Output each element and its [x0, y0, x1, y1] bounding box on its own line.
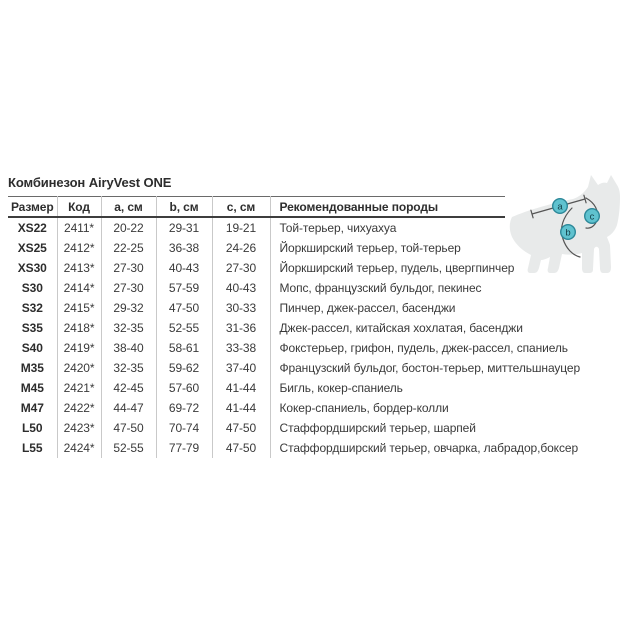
- cell-a-cm: 29-32: [101, 298, 156, 318]
- marker-c: [585, 209, 600, 224]
- cell-a-cm: 44-47: [101, 398, 156, 418]
- marker-a: [553, 199, 568, 214]
- table-row: [8, 217, 505, 238]
- table-row: [8, 318, 505, 338]
- page-title: Комбинезон AiryVest ONE: [8, 175, 172, 190]
- marker-b: [561, 225, 576, 240]
- cell-c-cm: 37-40: [212, 358, 270, 378]
- cell-breeds: Йоркширский терьер, пудель, цвергпинчер: [279, 261, 515, 275]
- header-a-cm: a, см: [101, 197, 156, 218]
- cell-b-cm: 40-43: [156, 258, 212, 278]
- cell-c-cm: 31-36: [212, 318, 270, 338]
- marker-a-label: a: [557, 201, 563, 213]
- cell-c-cm: 30-33: [212, 298, 270, 318]
- table-row: [8, 338, 505, 358]
- cell-code: 2413*: [57, 258, 101, 278]
- table-row: [8, 358, 505, 378]
- cell-a-cm: 32-35: [101, 318, 156, 338]
- cell-b-cm: 77-79: [156, 438, 212, 458]
- table-body: [8, 217, 581, 458]
- table-row: [8, 418, 505, 438]
- table-row: [8, 438, 505, 458]
- table-row: [8, 378, 505, 398]
- cell-b-cm: 58-61: [156, 338, 212, 358]
- cell-breeds: Стаффордширский терьер, овчарка, лабрадор,боксер: [279, 441, 579, 455]
- cell-size: XS25: [8, 238, 57, 258]
- cell-a-cm: 27-30: [101, 258, 156, 278]
- cell-breeds: Мопс, французский бульдог, пекинес: [279, 281, 482, 295]
- cell-breeds: Бигль, кокер-спаниель: [279, 381, 403, 395]
- dog-measurement-diagram: [498, 157, 638, 289]
- cell-c-cm: 47-50: [212, 438, 270, 458]
- cell-size: L50: [8, 418, 57, 438]
- cell-c-cm: 19-21: [212, 217, 270, 238]
- cell-c-cm: 41-44: [212, 398, 270, 418]
- cell-b-cm: 69-72: [156, 398, 212, 418]
- cell-a-cm: 20-22: [101, 217, 156, 238]
- cell-c-cm: 33-38: [212, 338, 270, 358]
- header-code: Код: [57, 197, 101, 218]
- size-chart-table: [8, 196, 581, 458]
- marker-c-label: c: [589, 211, 595, 223]
- table-row: [8, 278, 505, 298]
- header-breeds: Рекомендованные породы: [270, 197, 505, 218]
- cell-c-cm: 27-30: [212, 258, 270, 278]
- cell-size: S40: [8, 338, 57, 358]
- table-row: [8, 398, 505, 418]
- cell-c-cm: 24-26: [212, 238, 270, 258]
- cell-size: S32: [8, 298, 57, 318]
- cell-code: 2424*: [57, 438, 101, 458]
- table-header-row: [8, 197, 505, 218]
- cell-breeds: Французский бульдог, бостон-терьер, миттельшнауцер: [279, 361, 581, 375]
- header-size: Размер: [8, 197, 57, 218]
- cell-a-cm: 42-45: [101, 378, 156, 398]
- cell-a-cm: 22-25: [101, 238, 156, 258]
- cell-size: M45: [8, 378, 57, 398]
- cell-code: 2423*: [57, 418, 101, 438]
- cell-breeds: Джек-рассел, китайская хохлатая, басенджи: [279, 321, 523, 335]
- cell-a-cm: 52-55: [101, 438, 156, 458]
- cell-a-cm: 47-50: [101, 418, 156, 438]
- cell-b-cm: 47-50: [156, 298, 212, 318]
- cell-size: M47: [8, 398, 57, 418]
- cell-code: 2422*: [57, 398, 101, 418]
- cell-c-cm: 40-43: [212, 278, 270, 298]
- cell-code: 2411*: [57, 217, 101, 238]
- cell-c-cm: 47-50: [212, 418, 270, 438]
- cell-code: 2418*: [57, 318, 101, 338]
- cell-size: S30: [8, 278, 57, 298]
- cell-size: M35: [8, 358, 57, 378]
- cell-code: 2421*: [57, 378, 101, 398]
- marker-b-label: b: [565, 227, 571, 239]
- cell-b-cm: 70-74: [156, 418, 212, 438]
- cell-breeds: Той-терьер, чихуахуа: [279, 221, 397, 235]
- cell-breeds: Пинчер, джек-рассел, басенджи: [279, 301, 456, 315]
- cell-a-cm: 32-35: [101, 358, 156, 378]
- cell-c-cm: 41-44: [212, 378, 270, 398]
- dog-silhouette-icon: [510, 175, 620, 273]
- table-header: [8, 197, 505, 218]
- cell-breeds: Йоркширский терьер, той-терьер: [279, 241, 461, 255]
- cell-size: L55: [8, 438, 57, 458]
- cell-b-cm: 59-62: [156, 358, 212, 378]
- cell-b-cm: 57-60: [156, 378, 212, 398]
- table-row: [8, 298, 505, 318]
- cell-size: XS30: [8, 258, 57, 278]
- cell-size: XS22: [8, 217, 57, 238]
- header-b-cm: b, см: [156, 197, 212, 218]
- cell-breeds: Фокстерьер, грифон, пудель, джек-рассел, спаниель: [279, 341, 568, 355]
- cell-breeds: Стаффордширский терьер, шарпей: [279, 421, 476, 435]
- table-row: [8, 238, 505, 258]
- cell-a-cm: 38-40: [101, 338, 156, 358]
- cell-b-cm: 29-31: [156, 217, 212, 238]
- cell-code: 2415*: [57, 298, 101, 318]
- cell-breeds: Кокер-спаниель, бордер-колли: [279, 401, 449, 415]
- header-c-cm: c, см: [212, 197, 270, 218]
- table-row: [8, 258, 505, 278]
- cell-b-cm: 57-59: [156, 278, 212, 298]
- cell-b-cm: 52-55: [156, 318, 212, 338]
- cell-size: S35: [8, 318, 57, 338]
- cell-b-cm: 36-38: [156, 238, 212, 258]
- cell-code: 2414*: [57, 278, 101, 298]
- cell-code: 2419*: [57, 338, 101, 358]
- cell-a-cm: 27-30: [101, 278, 156, 298]
- cell-code: 2412*: [57, 238, 101, 258]
- cell-code: 2420*: [57, 358, 101, 378]
